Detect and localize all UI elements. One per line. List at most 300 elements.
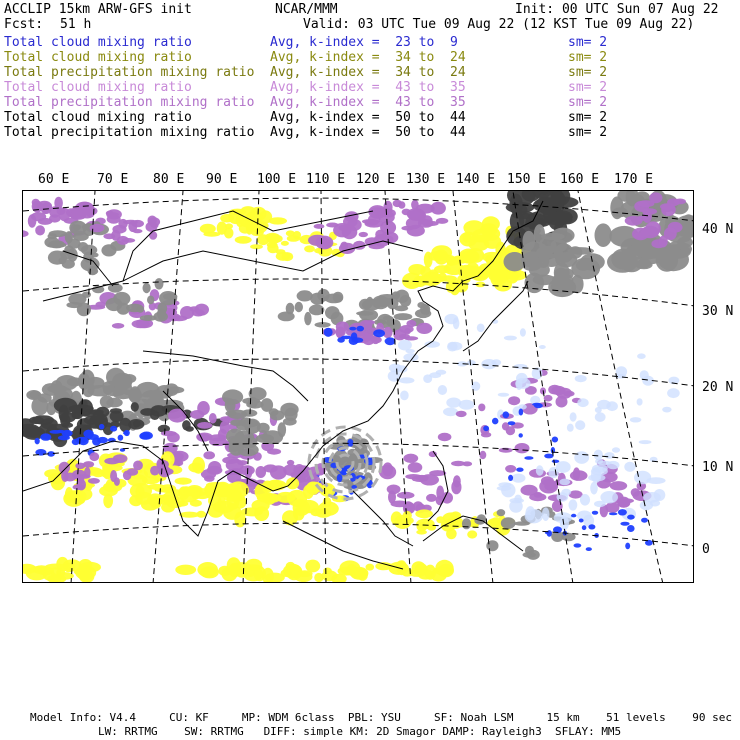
field-blob: [555, 252, 577, 267]
field-blob: [222, 389, 243, 404]
field-blob: [516, 468, 523, 472]
field-blob: [368, 205, 386, 219]
field-blob: [54, 197, 63, 210]
field-blob: [627, 515, 635, 520]
field-blob: [66, 302, 82, 308]
field-blob: [533, 198, 563, 213]
field-blob: [168, 409, 186, 423]
field-blob: [133, 461, 143, 471]
field-blob: [76, 437, 88, 443]
field-blob: [569, 499, 578, 510]
longitude-label: 130 E: [406, 172, 446, 187]
field-blob: [588, 524, 595, 529]
field-blob: [501, 517, 516, 529]
model-title: ACCLIP 15km ARW-GFS init: [4, 2, 192, 17]
field-blob: [590, 482, 598, 495]
field-blob: [169, 313, 181, 321]
field-blob: [185, 426, 194, 432]
field-blob: [188, 463, 203, 473]
field-blob: [534, 224, 545, 244]
field-blob: [467, 530, 477, 538]
legend-row-sm: sm= 2: [568, 125, 608, 140]
field-blob: [293, 231, 301, 239]
field-blob: [400, 391, 409, 401]
field-blob: [197, 422, 212, 429]
field-blob: [263, 464, 277, 472]
field-blob: [574, 543, 582, 547]
field-blob: [117, 236, 129, 245]
field-blob: [58, 435, 70, 440]
latitude-label: 40 N: [702, 222, 734, 237]
field-blob: [616, 366, 627, 377]
field-blob: [190, 500, 202, 507]
field-blob: [399, 334, 410, 339]
longitude-label: 90 E: [206, 172, 238, 187]
longitude-label: 150 E: [507, 172, 547, 187]
field-blob: [662, 407, 671, 413]
field-blob: [438, 433, 452, 441]
field-blob: [542, 507, 550, 521]
field-blob: [203, 451, 215, 459]
field-blob: [459, 400, 475, 410]
field-blob: [582, 525, 587, 530]
longitude-label: 100 E: [257, 172, 297, 187]
legend-row-avg: Avg, k-index = 23 to 9: [270, 35, 458, 50]
field-blob: [286, 303, 295, 315]
coastline: [463, 281, 528, 351]
field-blob: [107, 215, 121, 224]
field-blob: [504, 336, 517, 341]
field-blob: [382, 462, 393, 476]
field-blob: [106, 368, 126, 387]
field-blob: [515, 443, 530, 453]
field-blob: [89, 452, 99, 461]
legend-row-sm: sm= 2: [568, 110, 608, 125]
longitude-label: 170 E: [614, 172, 654, 187]
field-blob: [525, 546, 534, 555]
field-blob: [519, 409, 524, 416]
field-blob: [417, 522, 428, 531]
field-blob: [106, 398, 122, 408]
field-blob: [522, 260, 541, 271]
field-blob: [598, 461, 612, 465]
field-blob: [447, 342, 458, 352]
field-blob: [547, 530, 552, 537]
field-blob: [618, 509, 627, 515]
field-blob: [516, 373, 528, 384]
field-blob: [492, 418, 498, 425]
field-blob: [575, 375, 587, 382]
field-blob: [112, 323, 124, 329]
longitude-label: 80 E: [153, 172, 185, 187]
map-canvas: [23, 191, 694, 583]
field-blob: [88, 266, 98, 275]
field-blob: [552, 437, 558, 443]
field-blob: [35, 438, 40, 445]
field-blob: [579, 519, 584, 523]
field-blob: [128, 419, 144, 430]
field-blob: [649, 192, 662, 203]
legend-row-name: Total cloud mixing ratio: [4, 80, 192, 95]
field-blob: [347, 564, 357, 573]
coastline: [428, 451, 448, 521]
field-blob: [570, 470, 588, 481]
legend-row-name: Total cloud mixing ratio: [4, 110, 192, 125]
field-blob: [571, 514, 576, 518]
field-blob: [620, 522, 629, 526]
field-blob: [605, 502, 619, 513]
field-blob: [438, 385, 447, 395]
field-blob: [415, 563, 428, 574]
field-blob: [79, 562, 101, 573]
field-blob: [486, 540, 498, 551]
field-blob: [136, 382, 159, 398]
field-blob: [416, 323, 432, 334]
field-blob: [436, 218, 448, 224]
field-blob: [110, 426, 117, 432]
field-blob: [403, 454, 418, 463]
field-blob: [508, 475, 513, 481]
field-blob: [155, 278, 164, 289]
field-blob: [417, 302, 425, 308]
field-blob: [265, 233, 280, 242]
field-blob: [118, 435, 124, 441]
field-blob: [610, 481, 628, 490]
field-blob: [398, 340, 412, 351]
field-blob: [399, 377, 415, 383]
field-blob: [356, 326, 364, 332]
longitude-label: 60 E: [38, 172, 70, 187]
field-blob: [490, 270, 504, 287]
field-blob: [323, 241, 331, 249]
field-blob: [131, 402, 139, 412]
field-blob: [625, 543, 630, 550]
field-blob: [123, 431, 128, 434]
field-blob: [518, 404, 526, 409]
field-blob: [592, 511, 598, 515]
field-blob: [407, 225, 425, 237]
field-blob: [529, 493, 546, 501]
field-blob: [180, 306, 194, 319]
field-blob: [604, 452, 614, 459]
coastline: [283, 521, 403, 569]
legend-row-avg: Avg, k-index = 34 to 24: [270, 50, 466, 65]
field-blob: [103, 494, 113, 509]
field-blob: [255, 484, 268, 500]
field-blob: [270, 410, 285, 420]
field-blob: [42, 202, 52, 214]
field-blob: [110, 470, 117, 482]
field-blob: [243, 567, 263, 581]
field-blob: [197, 562, 218, 577]
field-blob: [532, 403, 541, 406]
legend-row-sm: sm= 2: [568, 65, 608, 80]
field-blob: [72, 412, 81, 420]
field-blob: [515, 205, 527, 215]
field-blob: [394, 313, 413, 320]
field-blob: [637, 353, 646, 359]
legend-row-avg: Avg, k-index = 43 to 35: [270, 95, 466, 110]
field-blob: [237, 460, 248, 465]
field-blob: [167, 432, 180, 442]
field-blob: [297, 570, 313, 577]
field-blob: [35, 225, 45, 235]
field-blob: [337, 337, 345, 342]
fcst-label: Fcst:: [4, 17, 44, 32]
footer-physics-info: LW: RRTMG SW: RRTMG DIFF: simple KM: 2D Smagor DAMP: Rayleigh3 SFLAY: MM5: [98, 725, 622, 738]
field-blob: [482, 252, 502, 262]
field-blob: [591, 468, 601, 482]
field-blob: [65, 487, 74, 503]
field-blob: [580, 494, 590, 506]
field-blob: [514, 495, 522, 503]
field-blob: [630, 417, 642, 422]
field-blob: [640, 370, 649, 379]
legend-row-sm: sm= 2: [568, 50, 608, 65]
field-blob: [497, 509, 506, 516]
field-blob: [597, 400, 611, 410]
field-blob: [541, 233, 565, 240]
field-blob: [261, 398, 273, 412]
field-blob: [220, 214, 234, 223]
field-blob: [62, 423, 74, 428]
field-blob: [38, 218, 53, 225]
legend-row-avg: Avg, k-index = 43 to 35: [270, 80, 466, 95]
field-blob: [576, 260, 591, 271]
field-blob: [426, 494, 437, 502]
field-blob: [317, 289, 329, 302]
field-blob: [108, 283, 123, 292]
field-blob: [31, 397, 48, 416]
field-blob: [227, 557, 241, 573]
latitude-label: 0: [702, 542, 710, 557]
field-blob: [123, 220, 138, 224]
field-blob: [385, 337, 396, 345]
latitude-label: 30 N: [702, 304, 734, 319]
field-blob: [635, 261, 652, 270]
field-blob: [147, 296, 154, 305]
field-blob: [436, 516, 444, 523]
longitude-label: 110 E: [306, 172, 346, 187]
field-blob: [222, 457, 239, 464]
field-blob: [434, 265, 451, 273]
field-blob: [497, 486, 512, 491]
field-blob: [103, 233, 115, 239]
field-blob: [564, 391, 575, 397]
field-blob: [88, 409, 104, 414]
field-blob: [378, 294, 395, 299]
field-blob: [429, 451, 437, 457]
field-blob: [83, 461, 94, 467]
field-blob: [175, 478, 192, 485]
field-blob: [481, 432, 491, 437]
field-blob: [641, 226, 659, 238]
field-blob: [609, 513, 618, 516]
field-blob: [110, 411, 124, 422]
field-blob: [575, 420, 585, 430]
field-blob: [87, 434, 99, 440]
field-blob: [175, 565, 196, 575]
footer-model-info: Model Info: V4.4 CU: KF MP: WDM 6class PBL: YSU SF: Noah LSM 15 km 51 levels 90 sec: [30, 711, 732, 724]
field-blob: [595, 223, 612, 247]
valid-time: Valid: 03 UTC Tue 09 Aug 22 (12 KST Tue 09 Aug 22): [303, 17, 695, 32]
field-blob: [446, 398, 461, 408]
field-blob: [63, 473, 76, 482]
field-blob: [333, 223, 351, 237]
field-blob: [453, 317, 460, 329]
field-blob: [456, 411, 467, 417]
field-blob: [446, 528, 457, 539]
field-blob: [366, 564, 375, 571]
field-blob: [391, 511, 402, 525]
field-blob: [137, 306, 145, 313]
field-blob: [49, 575, 61, 582]
field-blob: [667, 388, 680, 398]
legend-row-name: Total precipitation mixing ratio: [4, 65, 255, 80]
field-blob: [281, 241, 289, 246]
field-blob: [398, 201, 405, 209]
field-blob: [514, 521, 530, 525]
field-blob: [275, 249, 285, 254]
longitude-label: 160 E: [560, 172, 600, 187]
field-blob: [133, 229, 143, 233]
field-blob: [411, 200, 419, 210]
field-blob: [525, 506, 535, 520]
field-blob: [586, 547, 592, 551]
fcst-value: 51 h: [60, 17, 92, 32]
field-blob: [574, 451, 589, 464]
field-blob: [209, 413, 217, 424]
legend-row-avg: Avg, k-index = 50 to 44: [270, 125, 466, 140]
field-blob: [304, 245, 315, 252]
field-blob: [523, 231, 536, 251]
field-blob: [443, 407, 458, 416]
field-blob: [539, 345, 546, 349]
field-blob: [639, 440, 652, 444]
field-blob: [491, 359, 501, 365]
field-blob: [262, 430, 283, 444]
legend-row-sm: sm= 2: [568, 35, 608, 50]
field-blob: [90, 224, 105, 233]
field-blob: [65, 231, 73, 243]
latitude-label: 20 N: [702, 380, 734, 395]
field-blob: [478, 404, 485, 412]
field-blob: [295, 302, 303, 312]
field-blob: [408, 462, 423, 472]
field-blob: [627, 525, 635, 532]
field-blob: [59, 462, 70, 474]
field-blob: [44, 237, 59, 248]
field-blob: [150, 410, 160, 420]
field-blob: [40, 433, 51, 440]
field-blob: [99, 424, 104, 430]
field-blob: [477, 324, 485, 333]
latitude-gridline: [23, 198, 694, 221]
field-blob: [245, 465, 253, 478]
field-blob: [408, 210, 427, 221]
field-blob: [536, 465, 544, 475]
legend-row-sm: sm= 2: [568, 80, 608, 95]
field-blob: [520, 328, 526, 336]
field-blob: [453, 475, 461, 487]
field-blob: [304, 312, 311, 325]
field-blob: [73, 484, 86, 490]
field-blob: [88, 478, 100, 484]
field-blob: [436, 486, 444, 500]
legend-row-avg: Avg, k-index = 50 to 44: [270, 110, 466, 125]
field-blob: [624, 462, 635, 472]
field-blob: [383, 316, 394, 321]
field-blob: [56, 375, 78, 390]
field-blob: [508, 396, 520, 405]
field-blob: [366, 297, 373, 308]
field-blob: [389, 364, 402, 373]
legend-row-name: Total cloud mixing ratio: [4, 35, 192, 50]
field-blob: [80, 370, 95, 389]
field-blob: [356, 311, 374, 316]
field-blob: [150, 466, 159, 476]
field-blob: [669, 241, 687, 249]
latitude-label: 10 N: [702, 460, 734, 475]
field-blob: [323, 497, 332, 507]
field-blob: [524, 456, 533, 460]
field-blob: [79, 571, 94, 583]
field-blob: [218, 429, 227, 440]
field-blob: [239, 436, 257, 448]
field-blob: [149, 231, 157, 240]
field-blob: [415, 509, 433, 518]
map-panel: [22, 190, 694, 583]
field-blob: [462, 518, 471, 529]
field-blob: [140, 432, 153, 440]
field-blob: [570, 412, 577, 421]
field-blob: [643, 492, 661, 503]
field-blob: [431, 202, 446, 215]
field-blob: [336, 322, 349, 332]
field-blob: [567, 424, 574, 432]
field-blob: [550, 239, 567, 252]
org-label: NCAR/MMM: [275, 2, 338, 17]
field-blob: [323, 568, 332, 575]
legend-row-name: Total cloud mixing ratio: [4, 50, 192, 65]
field-blob: [512, 474, 526, 483]
field-blob: [508, 421, 516, 425]
field-blob: [97, 437, 108, 443]
field-blob: [228, 410, 248, 419]
field-blob: [483, 426, 489, 432]
field-blob: [625, 216, 643, 226]
field-blob: [436, 370, 447, 375]
field-blob: [482, 216, 500, 231]
init-time: Init: 00 UTC Sun 07 Aug 22: [515, 2, 719, 17]
field-blob: [397, 492, 415, 499]
field-blob: [349, 327, 356, 331]
field-blob: [373, 329, 385, 337]
field-blob: [197, 401, 210, 415]
field-blob: [48, 251, 67, 265]
legend-row-sm: sm= 2: [568, 95, 608, 110]
field-blob: [646, 477, 665, 484]
longitude-label: 120 E: [356, 172, 396, 187]
field-blob: [314, 224, 325, 229]
field-blob: [440, 275, 457, 282]
field-blob: [23, 230, 29, 237]
field-blob: [577, 398, 588, 407]
field-blob: [217, 222, 227, 235]
field-blob: [310, 508, 321, 516]
field-blob: [314, 573, 323, 582]
field-blob: [438, 564, 454, 577]
